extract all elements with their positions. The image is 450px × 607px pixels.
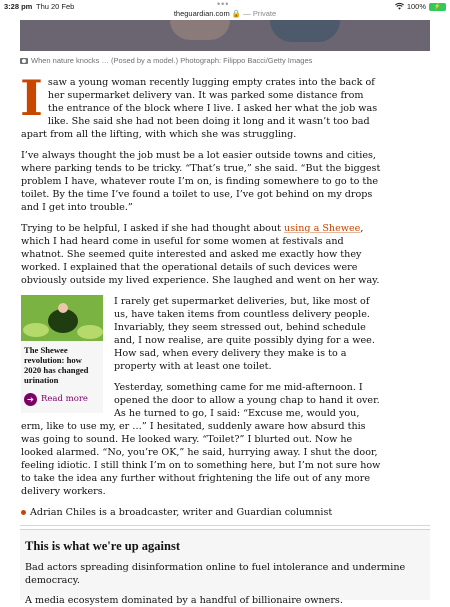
drop-cap: I xyxy=(20,69,43,127)
author-bio-text: Adrian Chiles is a broadcaster, writer and Guardian columnist xyxy=(30,507,333,518)
arrow-right-icon[interactable]: ➔ xyxy=(24,393,37,406)
battery-percent: 100% xyxy=(406,2,426,11)
caption-text: When nature knocks … (Posed by a model.) Photograph: Filippo Bacci/Getty Images xyxy=(31,56,313,65)
article-paragraph: Yesterday, something came for me mid-afternoon. I opened the door to allow a young chap to hand it over. As he turned to go, I said: “Excuse me, would you, erm, like to use my, er …” I hesitated, suddenly aware how absurd this was going to sound. He looked wary. “Toilet?” I blurted out. Now he looked alarmed. “No, you’re OK,” he said, hurrying away. I shut the door, feeling idiotic. I still think I’m on to something here, but I’m not sure how to take the idea any further without frightening the life out of any more delivery workers. xyxy=(21,382,381,497)
article-paragraph: I rarely get supermarket deliveries, but, like most of us, have taken items from countless delivery people. Invariably, they seem stressed out, behind schedule and, I now realise, are quite possibly dying for a wee. How sad, when every delivery they make is to a property with at least one toilet. xyxy=(114,296,375,372)
thumbnail-detail xyxy=(58,303,68,313)
camera-icon xyxy=(20,58,28,64)
related-article-thumbnail xyxy=(21,295,103,341)
paragraph-text: , which I had heard come in useful for some women at festivals and whatnot. She seemed quite interested and asked me exactly how they worked. I explained that the operational details of such devices were obviously outside my lived experience. She laughed and went on her way. xyxy=(21,223,380,286)
article-body xyxy=(20,69,381,527)
status-date: Thu 20 Feb xyxy=(36,2,75,11)
battery-icon: ⚡ xyxy=(429,3,446,11)
private-mode-label: — Private xyxy=(243,9,277,18)
url-text: theguardian.com xyxy=(173,9,230,18)
read-more-label[interactable]: Read more xyxy=(41,394,88,404)
multitasking-dots-icon[interactable]: ••• xyxy=(217,0,230,9)
epic-paragraph: A media ecosystem dominated by a handful of billionaire owners. xyxy=(25,595,343,606)
shewee-link[interactable]: using a Shewee xyxy=(284,223,361,234)
status-time: 3:28 pm xyxy=(4,2,33,11)
lock-icon: 🔒 xyxy=(231,9,242,18)
hero-image xyxy=(20,20,430,51)
related-article-card[interactable] xyxy=(21,295,103,413)
thumbnail-detail xyxy=(77,325,103,339)
paragraph-text: saw a young woman recently lugging empty crates into the back of her supermarket delivery van. It was parked some distance from the entrance of the block where I live. I asked her what the job was like. She said she had not been doing it long and it wasn’t too bad apart from all the lifting, with which she was struggling. xyxy=(21,77,378,140)
image-caption xyxy=(20,56,312,65)
hero-image-detail xyxy=(270,20,340,42)
paragraph-text: Trying to be helpful, I asked if she had thought about xyxy=(21,223,285,234)
related-article-title[interactable]: The Shewee revolution: how 2020 has changed urination xyxy=(24,345,89,385)
author-bio xyxy=(21,506,381,519)
epic-paragraph: Bad actors spreading disinformation online to fuel intolerance and undermine democracy. xyxy=(25,562,406,586)
thumbnail-detail xyxy=(23,323,49,337)
bullet-dot-icon xyxy=(21,510,26,515)
article-paragraph xyxy=(20,69,381,141)
section-divider xyxy=(20,525,430,526)
hero-image-detail xyxy=(170,20,230,40)
article-paragraph xyxy=(21,222,381,287)
article-paragraph: I’ve always thought the job must be a lot easier outside towns and cities, where parking tends to be tricky. “That’s true,” she said. “But the biggest problem I have, whatever route I’m on, is finding somewhere to go to the toilet. By the time I’ve found a toilet to use, I’ve got behind on my drops and I get into trouble.” xyxy=(21,150,381,213)
read-more-link[interactable] xyxy=(21,385,103,406)
support-epic xyxy=(20,529,430,606)
epic-heading: This is what we're up against xyxy=(25,539,181,553)
